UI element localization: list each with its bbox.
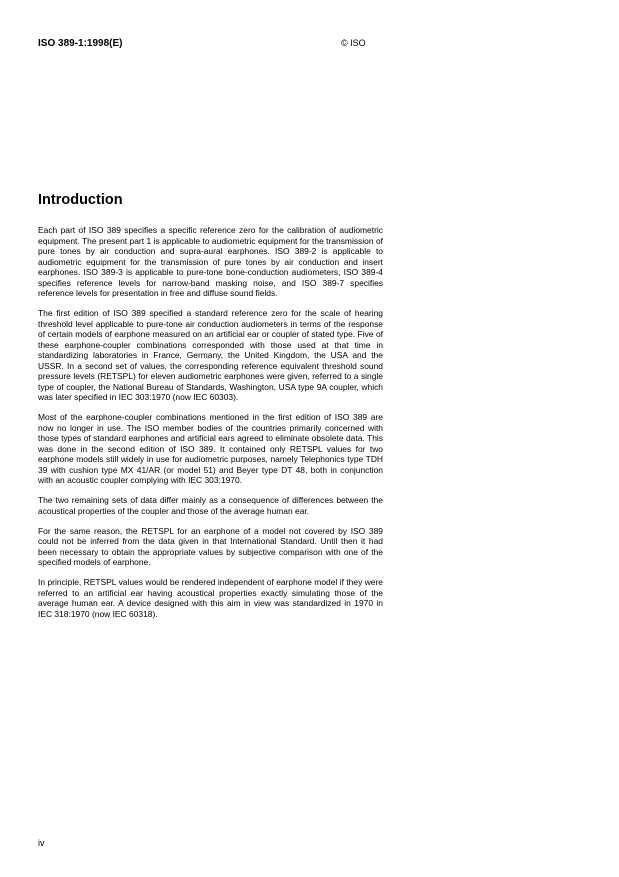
paragraph: In principle, RETSPL values would be rendered independent of earphone model if they were referred to an artificial ear having acoustical properties exactly simulating those of the average human ear. A device designed with this aim in view was standardized in 1970 in IEC 318:1970 (now IEC 60318). (38, 577, 383, 619)
paragraph: The two remaining sets of data differ mainly as a consequence of differences between the acoustical properties of the coupler and those of the average human ear. (38, 495, 383, 516)
paragraph: Each part of ISO 389 specifies a specific reference zero for the calibration of audiometric equipment. The present part 1 is applicable to audiometric equipment for the transmission of pure tones by air conduction and supra-aural earphones. ISO 389-2 is applicable to audiometric equipment for the transmission of pure tones by air conduction and insert earphones. ISO 389-3 is applicable to pure-tone bone-conduction audiometers, ISO 389-4 specifies reference levels for narrow-band masking noise, and ISO 389-7 specifies reference levels for presentation in free and diffuse sound fields. (38, 225, 383, 298)
paragraph: The first edition of ISO 389 specified a standard reference zero for the scale of hearing threshold level applicable to pure-tone air conduction audiometers in terms of the response of certain models of earphone measured on an artificial ear or coupler of stated type. Five of these earphone-coupler combinations corresponded with those used at that time in standardizing laboratories in France, Germany, the United Kingdom, the USA and the USSR. In a second set of values, the corresponding reference equivalent threshold sound pressure levels (RETSPL) for eleven audiometric earphones were given, referred to a single type of coupler, the National Bureau of Standards, Washington, USA type 9A coupler, which was later specified in IEC 303:1970 (now IEC 60303). (38, 308, 383, 402)
paragraph: For the same reason, the RETSPL for an earphone of a model not covered by ISO 389 could not be inferred from the data given in that International Standard. Until then it had been necessary to obtain the appropriate values by subjective comparison with one of the specified models of earphone. (38, 525, 383, 567)
page-number: iv (38, 838, 45, 848)
paragraph: Most of the earphone-coupler combinations mentioned in the first edition of ISO 389 are now no longer in use. The ISO member bodies of the countries primarily concerned with those types of standard earphones and artificial ears agreed to eliminate obsolete data. This was done in the second edition of ISO 389. It contained only RETSPL values for two earphone models still widely in use for audiometric purposes, namely Telephonics type TDH 39 with cushion type MX 41/AR (or model 51) and Beyer type DT 48, both in conjunction with an acoustic coupler complying with IEC 303:1970. (38, 412, 383, 485)
section-body (38, 225, 383, 629)
section-title: Introduction (38, 192, 123, 208)
document-id: ISO 389-1:1998(E) (38, 38, 123, 49)
copyright-notice: © ISO (341, 38, 366, 48)
